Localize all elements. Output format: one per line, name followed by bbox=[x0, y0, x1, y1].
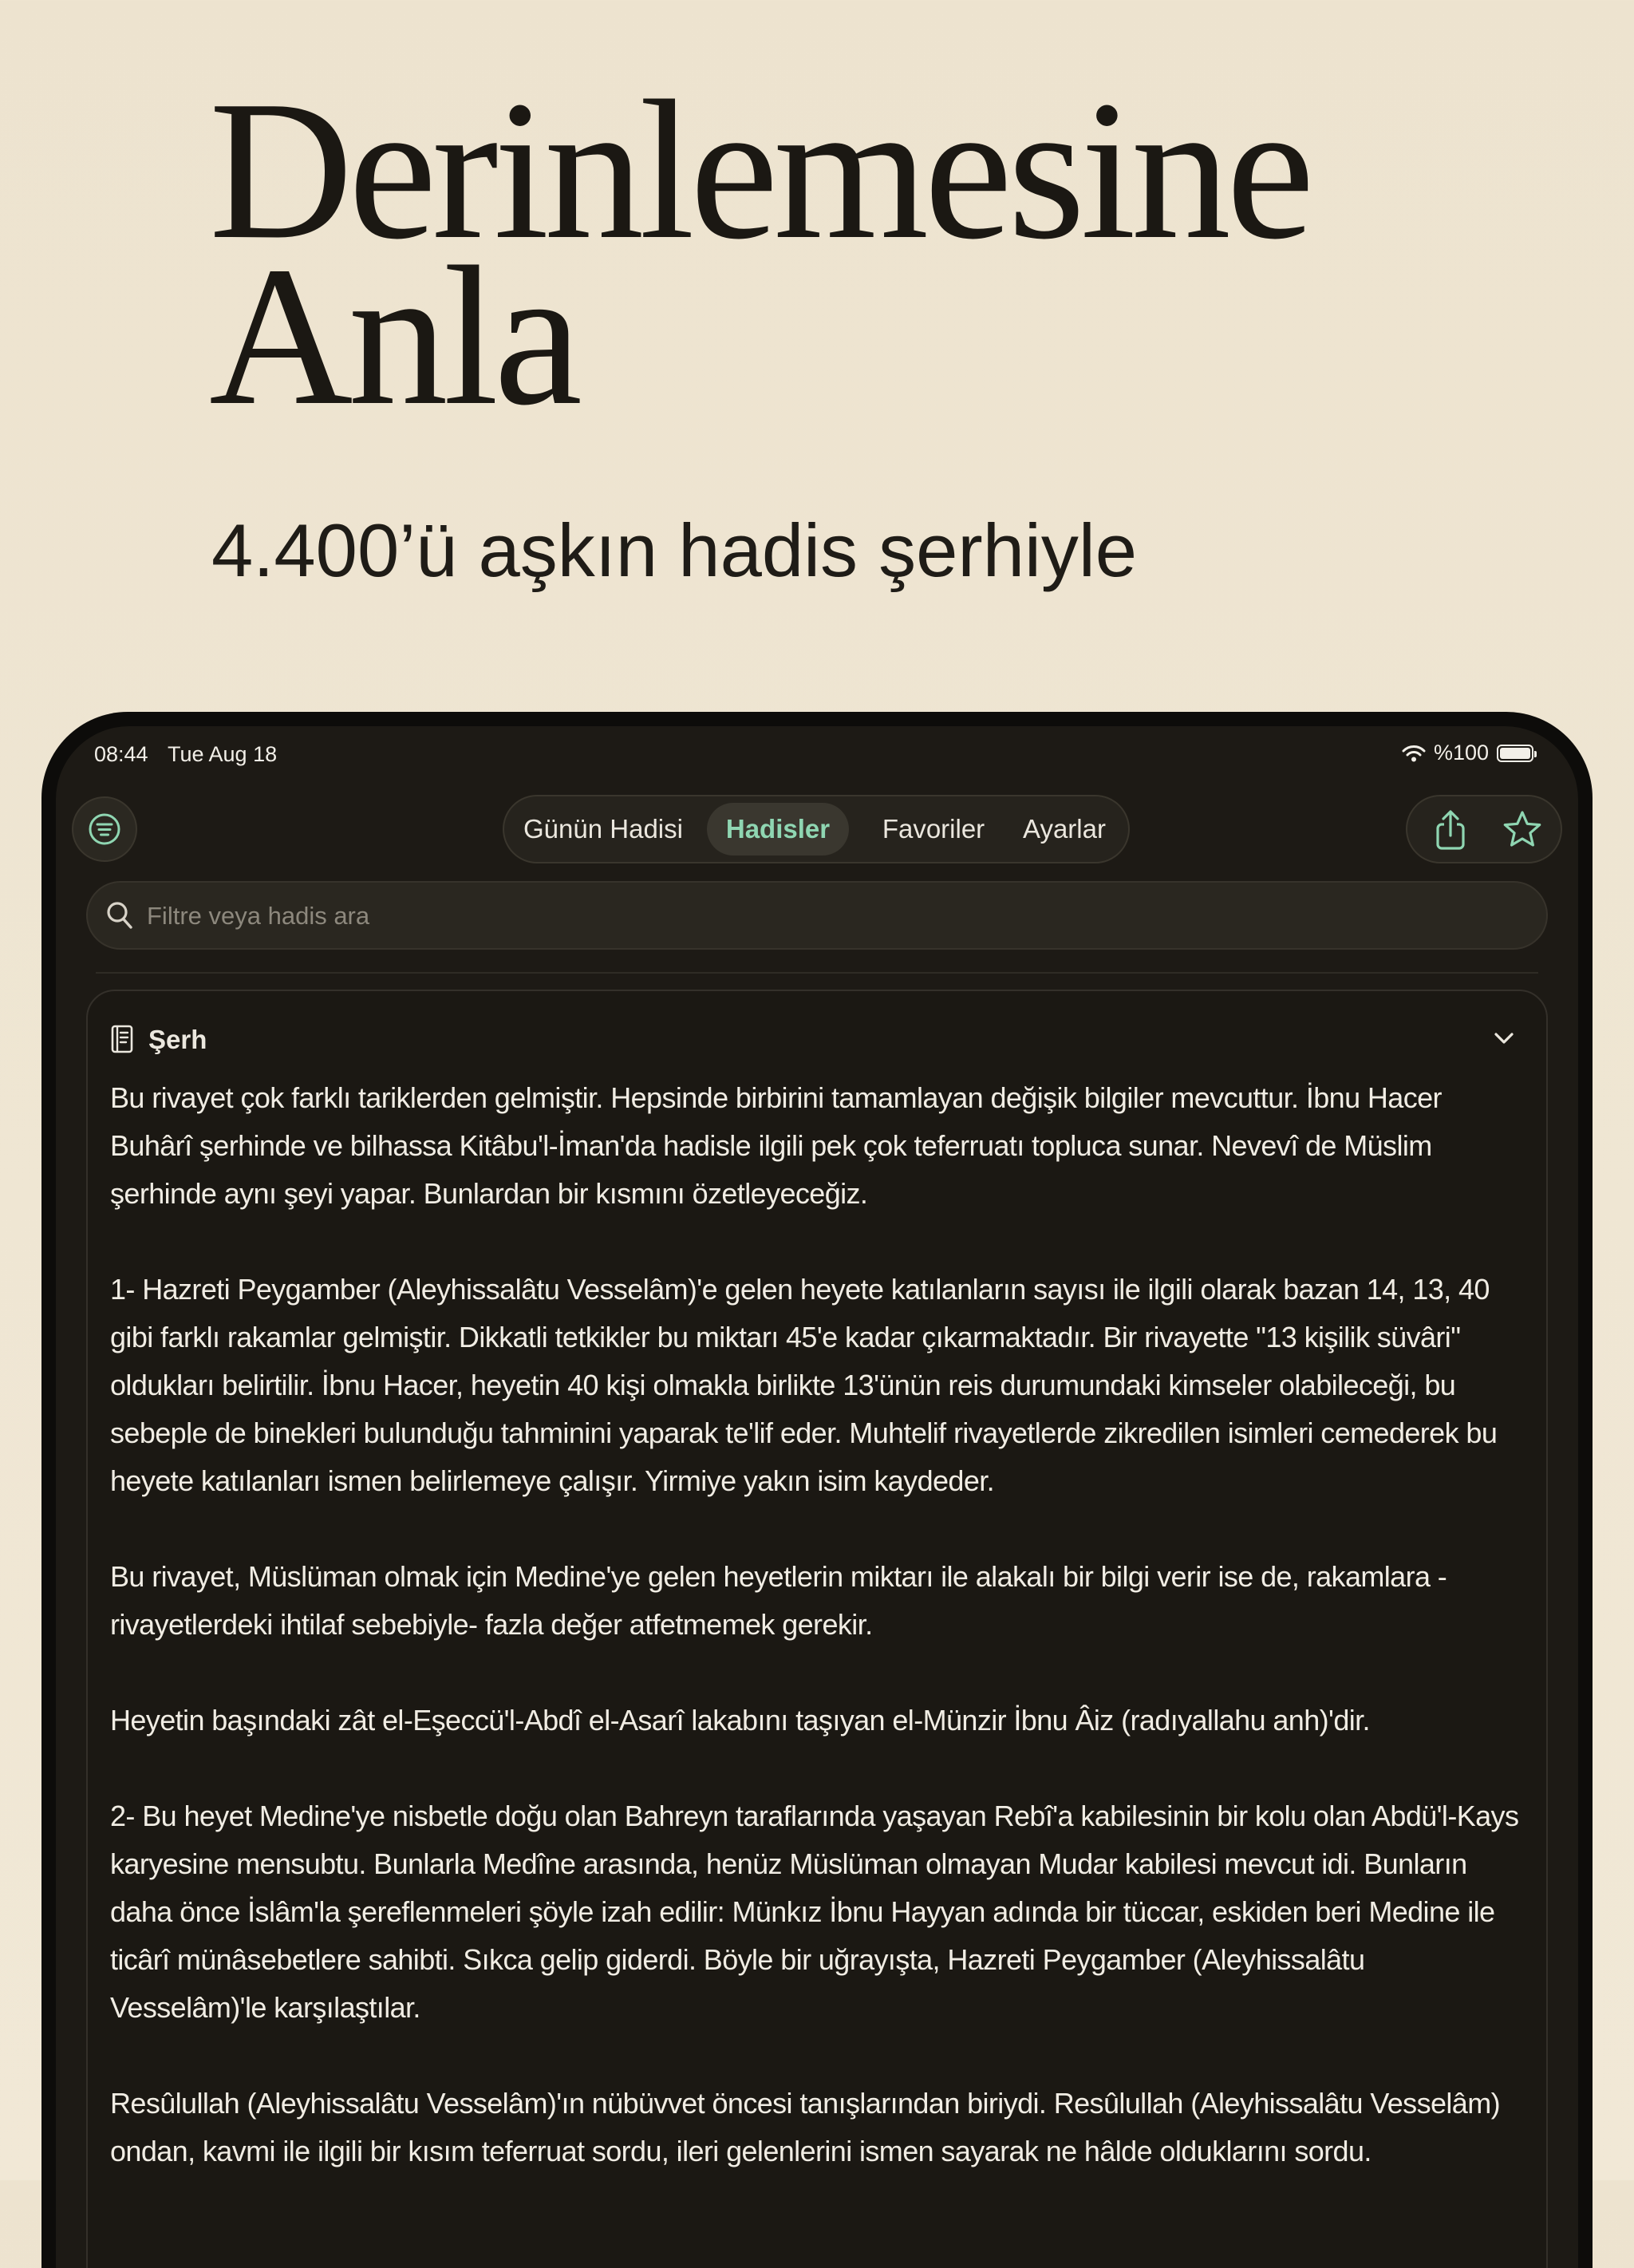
tab-hadisler[interactable]: Hadisler bbox=[707, 803, 849, 855]
wifi-icon bbox=[1402, 744, 1426, 763]
divider bbox=[96, 972, 1538, 974]
app-screen bbox=[56, 726, 1578, 2268]
serh-paragraph: Resûlullah (Aleyhissalâtu Vesselâm)'ın nübüvvet öncesi tanışlarından biriydi. Resûlullah (Aleyhissalâtu Vesselâm) ondan, kavmi ile ilgili bir kısım teferruat sordu, ileri gelenlerini ismen sayarak ne hâlde olduklarını sordu. bbox=[110, 2087, 1500, 2167]
tab-gunun-hadisi[interactable]: Günün Hadisi bbox=[523, 814, 683, 844]
status-bar bbox=[56, 726, 1578, 785]
tablet-device bbox=[41, 712, 1593, 2268]
book-icon bbox=[110, 1025, 134, 1053]
status-time: 08:44 bbox=[94, 742, 148, 766]
hero-title bbox=[209, 60, 1565, 447]
hero-title-line-1: Derinlemesine bbox=[209, 60, 1310, 281]
search-icon bbox=[105, 900, 134, 931]
battery-percent: %100 bbox=[1433, 741, 1489, 765]
battery-icon bbox=[1497, 745, 1533, 762]
chevron-down-icon[interactable] bbox=[1492, 1029, 1516, 1047]
hero-subtitle: 4.400’ü aşkın hadis şerhiyle bbox=[211, 508, 1138, 592]
serh-card bbox=[86, 990, 1548, 2268]
serh-title: Şerh bbox=[148, 1025, 207, 1054]
search-input[interactable] bbox=[145, 883, 1505, 950]
serh-paragraph: 1- Hazreti Peygamber (Aleyhissalâtu Vesselâm)'e gelen heyete katılanların sayısı ile ilgili olarak bazan 14, 13, 40 gibi farklı rakamlar gelmiştir. Dikkatli tetkikler bu miktarı 45'e kadar çıkarmaktadır. Bir rivayette "13 kişilik süvâri" oldukları belirtilir. İbnu Hacer, heyetin 40 kişi olmakla birlikte 13'ünün reis durumundaki kimseler olabileceği, bu sebeple de binekleri bulunduğu tahminini yaparak te'lif eder. Muhtelif rivayetlerde zikredilen isimleri cemederek bu heyete katılanları ismen belirlemeye çalışır. Yirmiye yakın isim kaydeder. bbox=[110, 1273, 1498, 1497]
serh-header[interactable] bbox=[110, 1021, 1524, 1057]
share-icon[interactable] bbox=[1431, 809, 1470, 851]
serh-paragraph: Bu rivayet çok farklı tariklerden gelmiştir. Hepsinde birbirini tamamlayan değişik bilgiler mevcuttur. İbnu Hacer Buhârî şerhinde ve bilhassa Kitâbu'l-İman'da hadisle ilgili pek çok teferruatı topluca sunar. Nevevî de Müslim şerhinde aynı şeyi yapar. Bunlardan bir kısmını özetleyeceğiz. bbox=[110, 1081, 1442, 1210]
tab-bar bbox=[503, 795, 1130, 863]
status-indicators bbox=[1402, 741, 1533, 765]
serh-paragraph: 2- Bu heyet Medine'ye nisbetle doğu olan Bahreyn taraflarında yaşayan Rebî'a kabilesinin bir kolu olan Abdü'l-Kays karyesine mensubtu. Bunlarla Medîne arasında, henüz Müslüman olmayan Mudar kabilesi mevcut idi. Bunların daha önce İslâm'la şereflenmeleri şöyle izah edilir: Münkız İbnu Hayyan adında bir tüccar, eskiden beri Medine ile ticârî münâsebetlere sahibti. Sıkca gelip giderdi. Böyle bir uğrayışta, Hazreti Peygamber (Aleyhissalâtu Vesselâm)'le karşılaştılar. bbox=[110, 1800, 1519, 2024]
list-icon bbox=[87, 812, 122, 847]
tab-ayarlar[interactable]: Ayarlar bbox=[1023, 814, 1106, 844]
status-date: Tue Aug 18 bbox=[168, 742, 278, 766]
serh-paragraph: Heyetin başındaki zât el-Eşeccü'l-Abdî el-Asarî lakabını taşıyan el-Münzir İbnu Âiz (radıyallahu anh)'dir. bbox=[110, 1704, 1370, 1737]
serh-body bbox=[110, 1074, 1524, 2223]
search-bar bbox=[86, 881, 1548, 950]
serh-paragraph: Bu rivayet, Müslüman olmak için Medine'ye gelen heyetlerin miktarı ile alakalı bir bilgi verir ise de, rakamlara -rivayetlerdeki ihtilaf sebebiyle- fazla değer atfetmemek gerekir. bbox=[110, 1560, 1447, 1641]
action-group bbox=[1406, 795, 1562, 863]
tab-favoriler[interactable]: Favoriler bbox=[882, 814, 985, 844]
star-icon[interactable] bbox=[1502, 809, 1543, 851]
hero-title-line-2: Anla bbox=[209, 226, 578, 447]
menu-button[interactable] bbox=[72, 796, 137, 862]
